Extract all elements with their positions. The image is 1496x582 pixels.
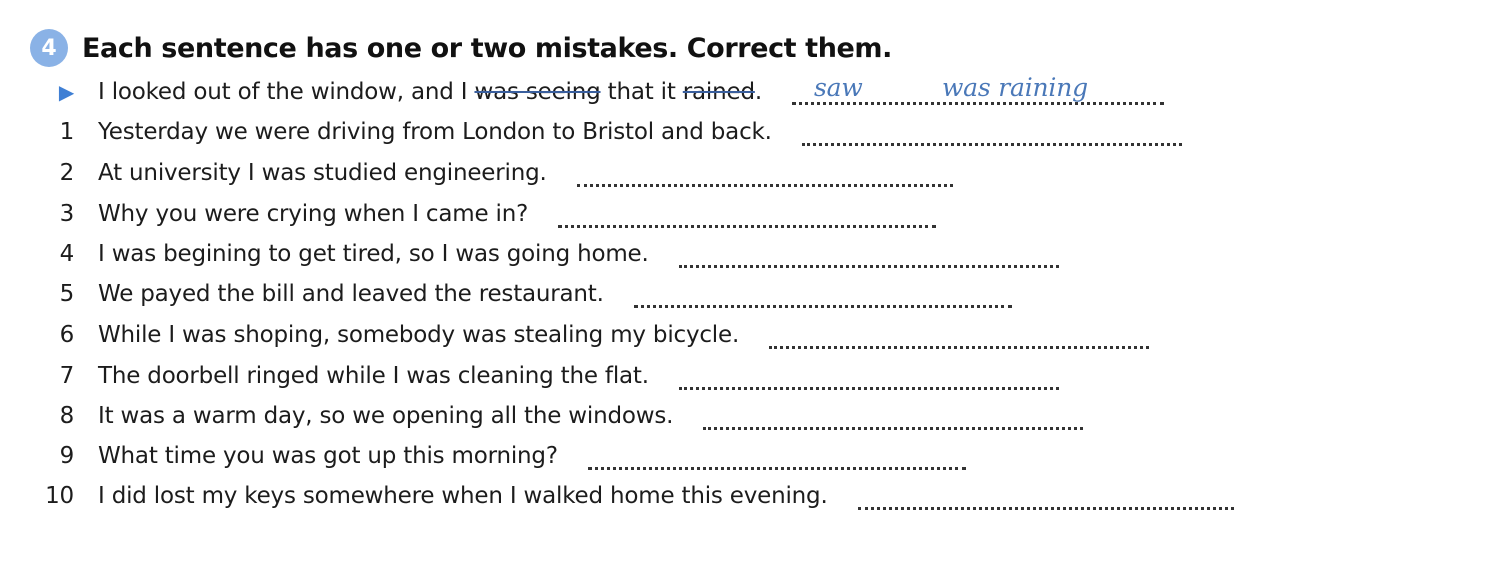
answer-line-7[interactable] bbox=[679, 367, 1059, 390]
item-sentence: We payed the bill and leaved the restaurant. bbox=[98, 281, 604, 307]
example-part-e: . bbox=[754, 79, 762, 105]
item-row-9 bbox=[0, 438, 966, 474]
answer-line-10[interactable] bbox=[858, 487, 1234, 510]
play-arrow-icon: ▶ bbox=[58, 80, 74, 104]
item-number: 7 bbox=[59, 363, 74, 389]
item-number: 2 bbox=[59, 160, 74, 186]
item-sentence: At university I was studied engineering. bbox=[98, 160, 547, 186]
example-part-c: that it bbox=[600, 79, 683, 105]
item-sentence: I was begining to get tired, so I was going home. bbox=[98, 241, 649, 267]
item-row-7 bbox=[0, 358, 1059, 394]
example-answer-line bbox=[792, 72, 1164, 105]
item-number: 6 bbox=[59, 322, 74, 348]
item-number: 9 bbox=[59, 443, 74, 469]
item-number: 10 bbox=[45, 483, 74, 509]
answer-line-5[interactable] bbox=[634, 285, 1012, 308]
item-row-1 bbox=[0, 114, 1182, 150]
item-number: 8 bbox=[59, 403, 74, 429]
item-number: 1 bbox=[59, 119, 74, 145]
item-sentence: What time you was got up this morning? bbox=[98, 443, 558, 469]
item-number: 3 bbox=[59, 201, 74, 227]
item-row-10 bbox=[0, 478, 1234, 514]
answer-line-3[interactable] bbox=[558, 205, 936, 228]
example-part-a: I looked out of the window, and I bbox=[98, 79, 475, 105]
item-sentence: The doorbell ringed while I was cleaning the flat. bbox=[98, 363, 649, 389]
example-answer-1: saw bbox=[813, 72, 863, 102]
example-row bbox=[0, 74, 1164, 110]
item-sentence: It was a warm day, so we opening all the windows. bbox=[98, 403, 674, 429]
exercise-number: 4 bbox=[41, 35, 57, 61]
example-sentence bbox=[98, 79, 762, 105]
item-row-8 bbox=[0, 398, 1083, 434]
item-number: 5 bbox=[59, 281, 74, 307]
item-sentence: Why you were crying when I came in? bbox=[98, 201, 529, 227]
item-row-5 bbox=[0, 276, 1012, 312]
item-sentence: Yesterday we were driving from London to Bristol and back. bbox=[98, 119, 772, 145]
answer-line-1[interactable] bbox=[802, 123, 1182, 146]
item-row-4 bbox=[0, 236, 1059, 272]
example-struck-word-2: rained bbox=[682, 79, 755, 105]
answer-line-8[interactable] bbox=[703, 407, 1083, 430]
example-answer-2: was raining bbox=[941, 72, 1088, 102]
item-row-2 bbox=[0, 155, 953, 191]
item-row-3 bbox=[0, 196, 936, 232]
answer-line-9[interactable] bbox=[588, 447, 966, 470]
answer-line-4[interactable] bbox=[679, 245, 1059, 268]
example-struck-word-1: was seeing bbox=[474, 79, 601, 105]
item-sentence: I did lost my keys somewhere when I walked home this evening. bbox=[98, 483, 828, 509]
answer-line-6[interactable] bbox=[769, 326, 1149, 349]
instruction-text: Each sentence has one or two mistakes. Correct them. bbox=[82, 32, 893, 64]
item-row-6 bbox=[0, 317, 1149, 353]
item-number: 4 bbox=[59, 241, 74, 267]
item-sentence: While I was shoping, somebody was stealing my bicycle. bbox=[98, 322, 740, 348]
answer-line-2[interactable] bbox=[577, 164, 953, 187]
exercise-number-badge bbox=[30, 29, 68, 67]
exercise-header bbox=[30, 28, 892, 68]
